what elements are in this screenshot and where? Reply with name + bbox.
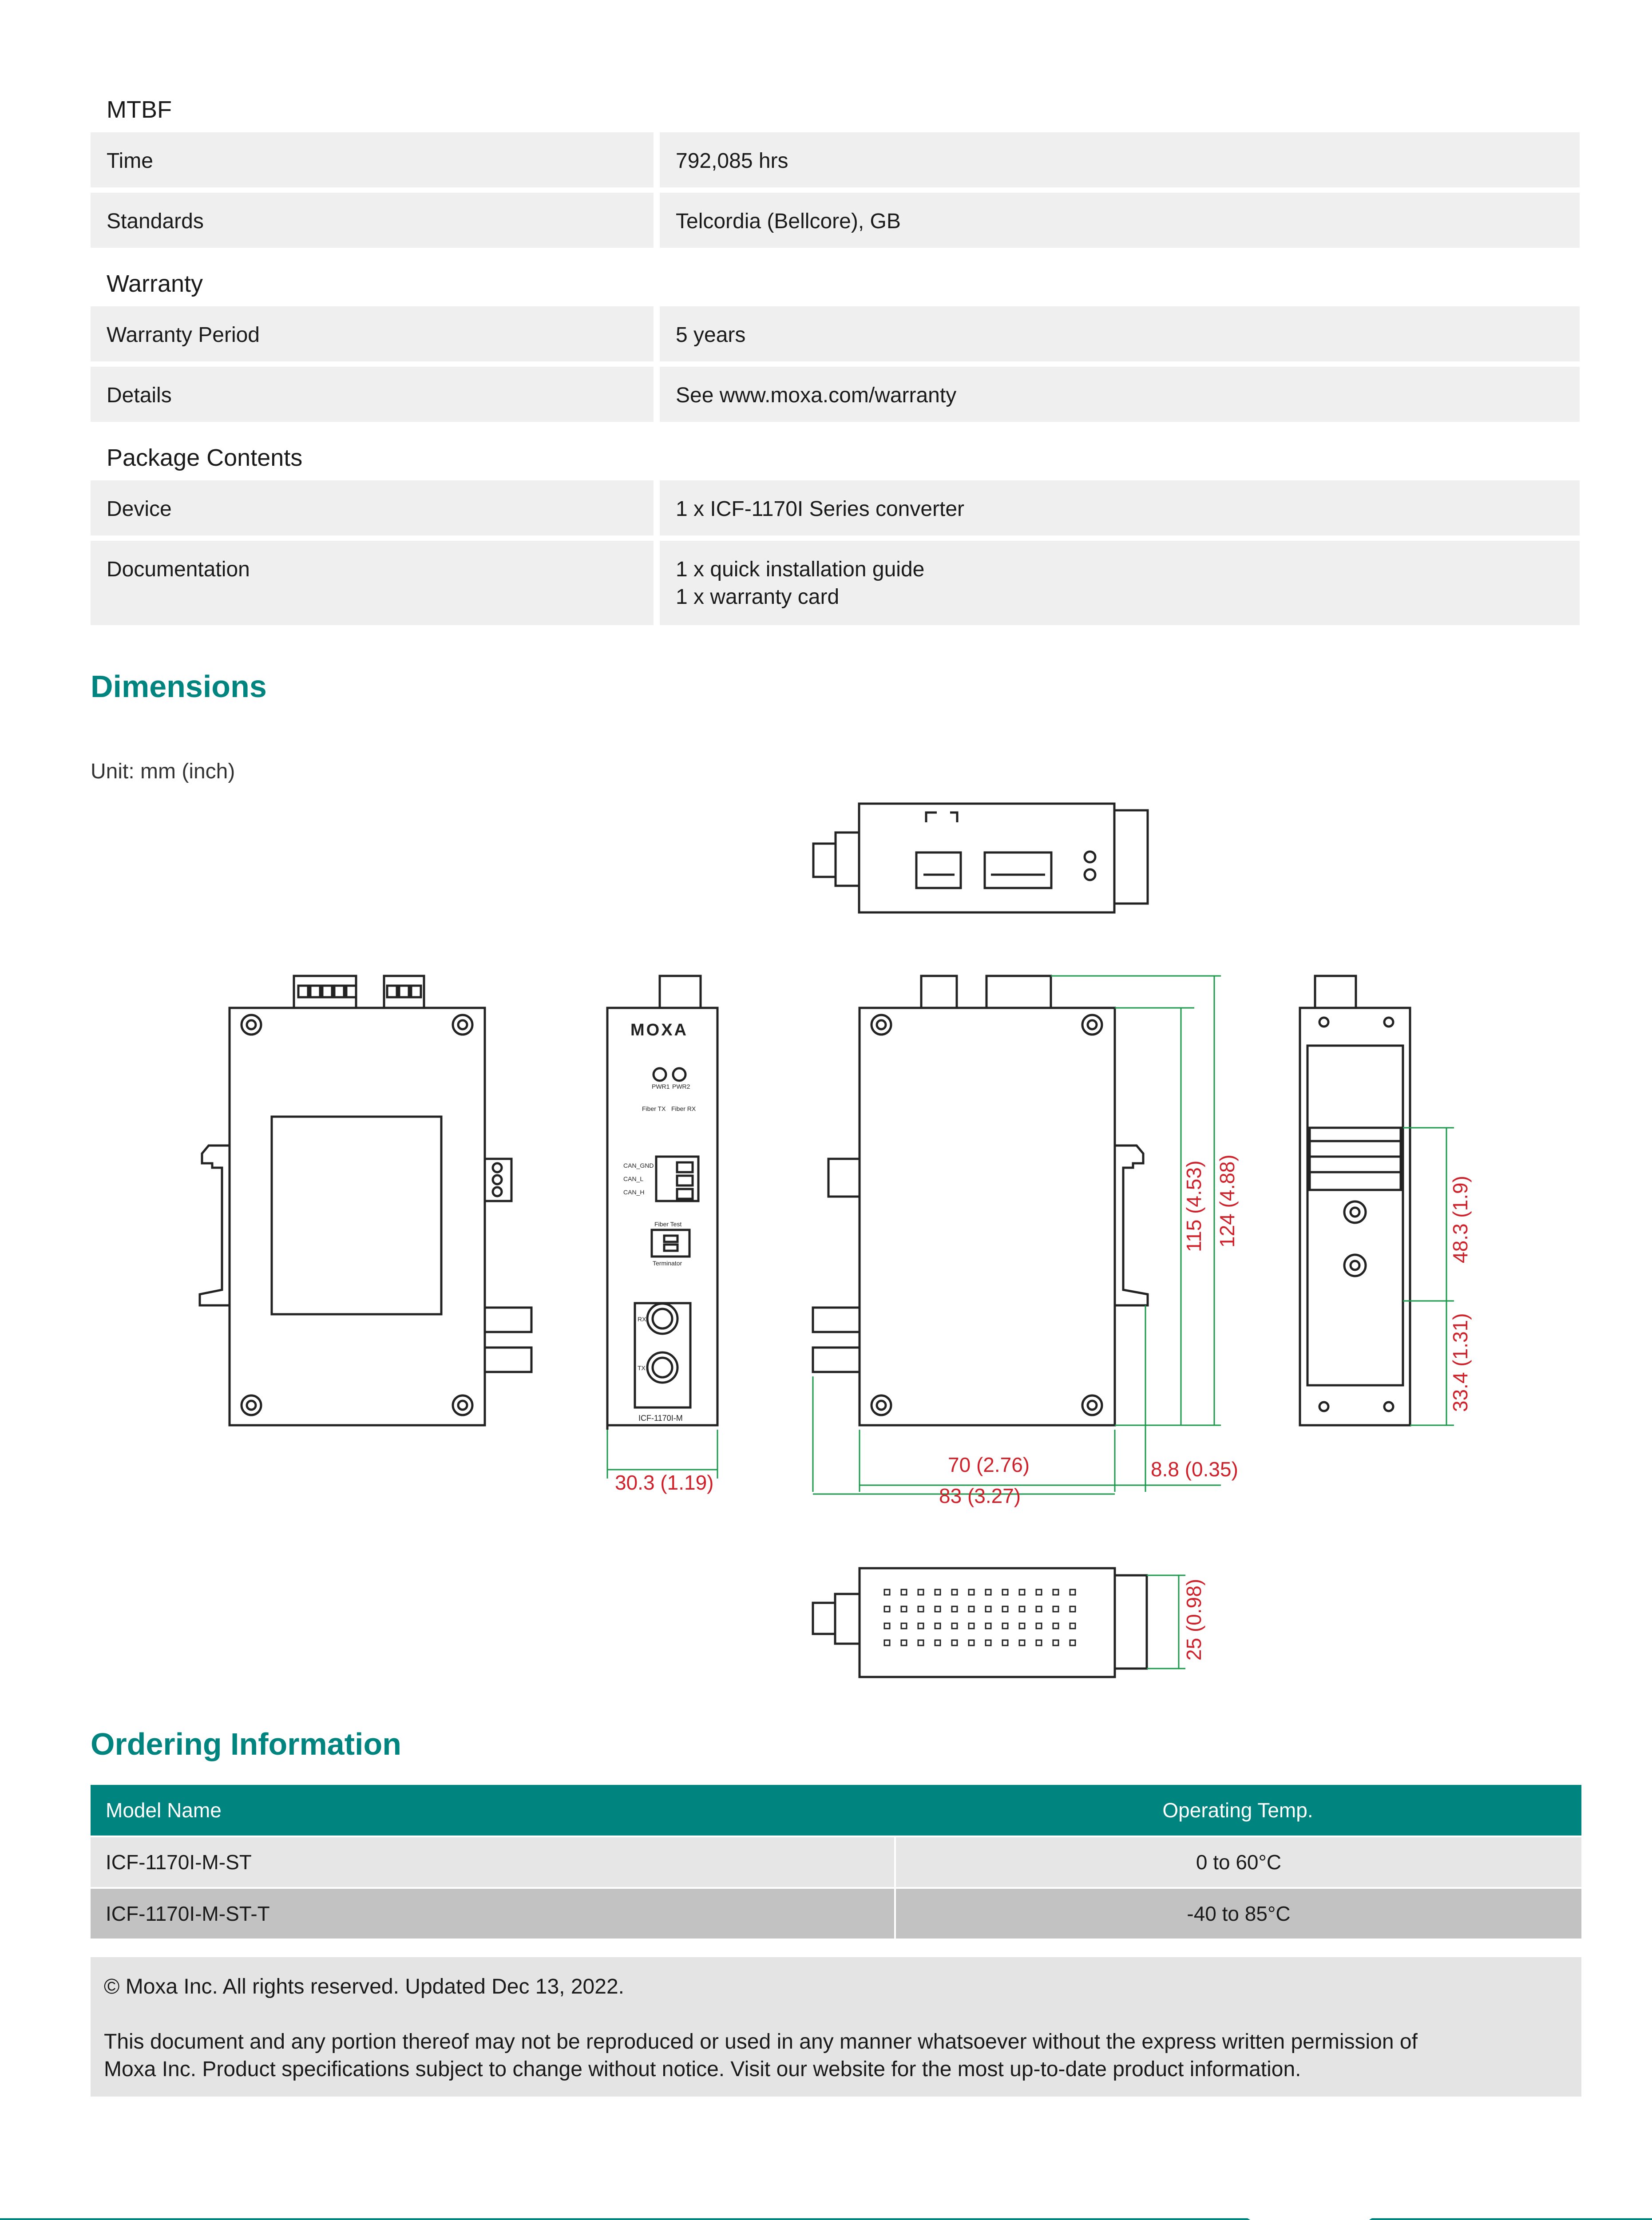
spec-row xyxy=(91,193,1580,248)
dim-body-height: 115 (4.53) xyxy=(1182,1160,1205,1252)
bottom-view xyxy=(813,1568,1147,1677)
panel-pwr2: PWR2 xyxy=(672,1083,690,1090)
spec-value: 1 x warranty card xyxy=(676,585,840,609)
copyright-note xyxy=(91,1957,1581,2097)
spec-key: Time xyxy=(107,149,153,173)
spec-key: Device xyxy=(107,497,172,521)
bar-notch xyxy=(1248,2218,1372,2220)
dim-total-width: 83 (3.27) xyxy=(939,1484,1021,1507)
table-header xyxy=(91,1785,1581,1835)
dimensions-unit: Unit: mm (inch) xyxy=(91,760,235,783)
column-header-model: Model Name xyxy=(106,1799,222,1822)
dim-rail-upper: 48.3 (1.9) xyxy=(1449,1176,1472,1263)
dim-body-width: 70 (2.76) xyxy=(948,1453,1030,1476)
section-title-package-contents: Package Contents xyxy=(107,444,303,471)
column-header-temp: Operating Temp. xyxy=(1162,1799,1313,1822)
model-cell: ICF-1170I-M-ST-T xyxy=(106,1902,270,1925)
panel-can-gnd: CAN_GND xyxy=(623,1162,654,1169)
vent-grid xyxy=(884,1590,1075,1645)
front-view xyxy=(200,976,531,1425)
spec-row xyxy=(91,541,1580,625)
panel-terminator: Terminator xyxy=(653,1260,682,1267)
panel-can-h: CAN_H xyxy=(623,1189,645,1196)
panel-fiber-tx: Fiber TX xyxy=(642,1105,666,1112)
panel-tx: TX xyxy=(638,1364,646,1372)
temp-cell: -40 to 85°C xyxy=(894,1889,1581,1939)
spec-value: 1 x ICF-1170I Series converter xyxy=(676,497,965,521)
table-row xyxy=(91,1889,1581,1939)
top-view xyxy=(813,804,1148,912)
panel-pwr1: PWR1 xyxy=(652,1083,670,1090)
spec-value: Telcordia (Bellcore), GB xyxy=(676,210,901,233)
dim-total-height: 124 (4.88) xyxy=(1216,1154,1239,1248)
panel-brand: MOXA xyxy=(630,1021,688,1039)
spec-row xyxy=(91,132,1580,187)
section-title-warranty: Warranty xyxy=(107,270,203,297)
panel-fiber-rx: Fiber RX xyxy=(671,1105,696,1112)
din-rail-view xyxy=(1300,976,1410,1425)
brand-bar xyxy=(0,2218,1652,2220)
spec-key: Details xyxy=(107,384,172,407)
spec-row xyxy=(91,367,1580,422)
spec-key: Warranty Period xyxy=(107,323,260,347)
spec-row xyxy=(91,480,1580,535)
ordering-heading: Ordering Information xyxy=(91,1727,401,1761)
temp-cell: 0 to 60°C xyxy=(894,1837,1581,1887)
spec-value: 792,085 hrs xyxy=(676,149,788,173)
dim-side-width: 30.3 (1.19) xyxy=(615,1471,714,1494)
spec-value: 5 years xyxy=(676,323,746,347)
spec-row xyxy=(91,306,1580,361)
spec-key: Documentation xyxy=(107,558,250,581)
panel-can-l: CAN_L xyxy=(623,1175,644,1182)
panel-fiber-test: Fiber Test xyxy=(654,1221,682,1228)
spec-value[interactable]: See www.moxa.com/warranty xyxy=(676,384,957,407)
rear-view xyxy=(813,976,1148,1425)
copyright-text: © Moxa Inc. All rights reserved. Updated Dec 13, 2022. xyxy=(104,1975,624,1998)
spec-value: 1 x quick installation guide xyxy=(676,558,925,581)
panel-model: ICF-1170I-M xyxy=(638,1414,683,1423)
panel-rx: RX xyxy=(638,1316,646,1323)
disclaimer-line-2: Moxa Inc. Product specifications subject to change without notice. Visit our website for the most up-to-date product information. xyxy=(104,2057,1301,2081)
dimension-lines xyxy=(607,976,1454,1669)
dimensions-heading: Dimensions xyxy=(91,669,267,704)
dim-depth: 25 (0.98) xyxy=(1182,1578,1205,1661)
panel-view xyxy=(607,976,717,1430)
section-title-mtbf: MTBF xyxy=(107,96,172,123)
model-cell: ICF-1170I-M-ST xyxy=(106,1851,252,1874)
dim-din-offset: 8.8 (0.35) xyxy=(1151,1458,1238,1481)
spec-key: Standards xyxy=(107,210,204,233)
dimension-drawing xyxy=(0,790,1652,1692)
dim-rail-lower: 33.4 (1.31) xyxy=(1449,1313,1472,1412)
table-row xyxy=(91,1837,1581,1887)
disclaimer-line-1: This document and any portion thereof may not be reproduced or used in any manner whatsoever without the express written permission of xyxy=(104,2030,1418,2054)
